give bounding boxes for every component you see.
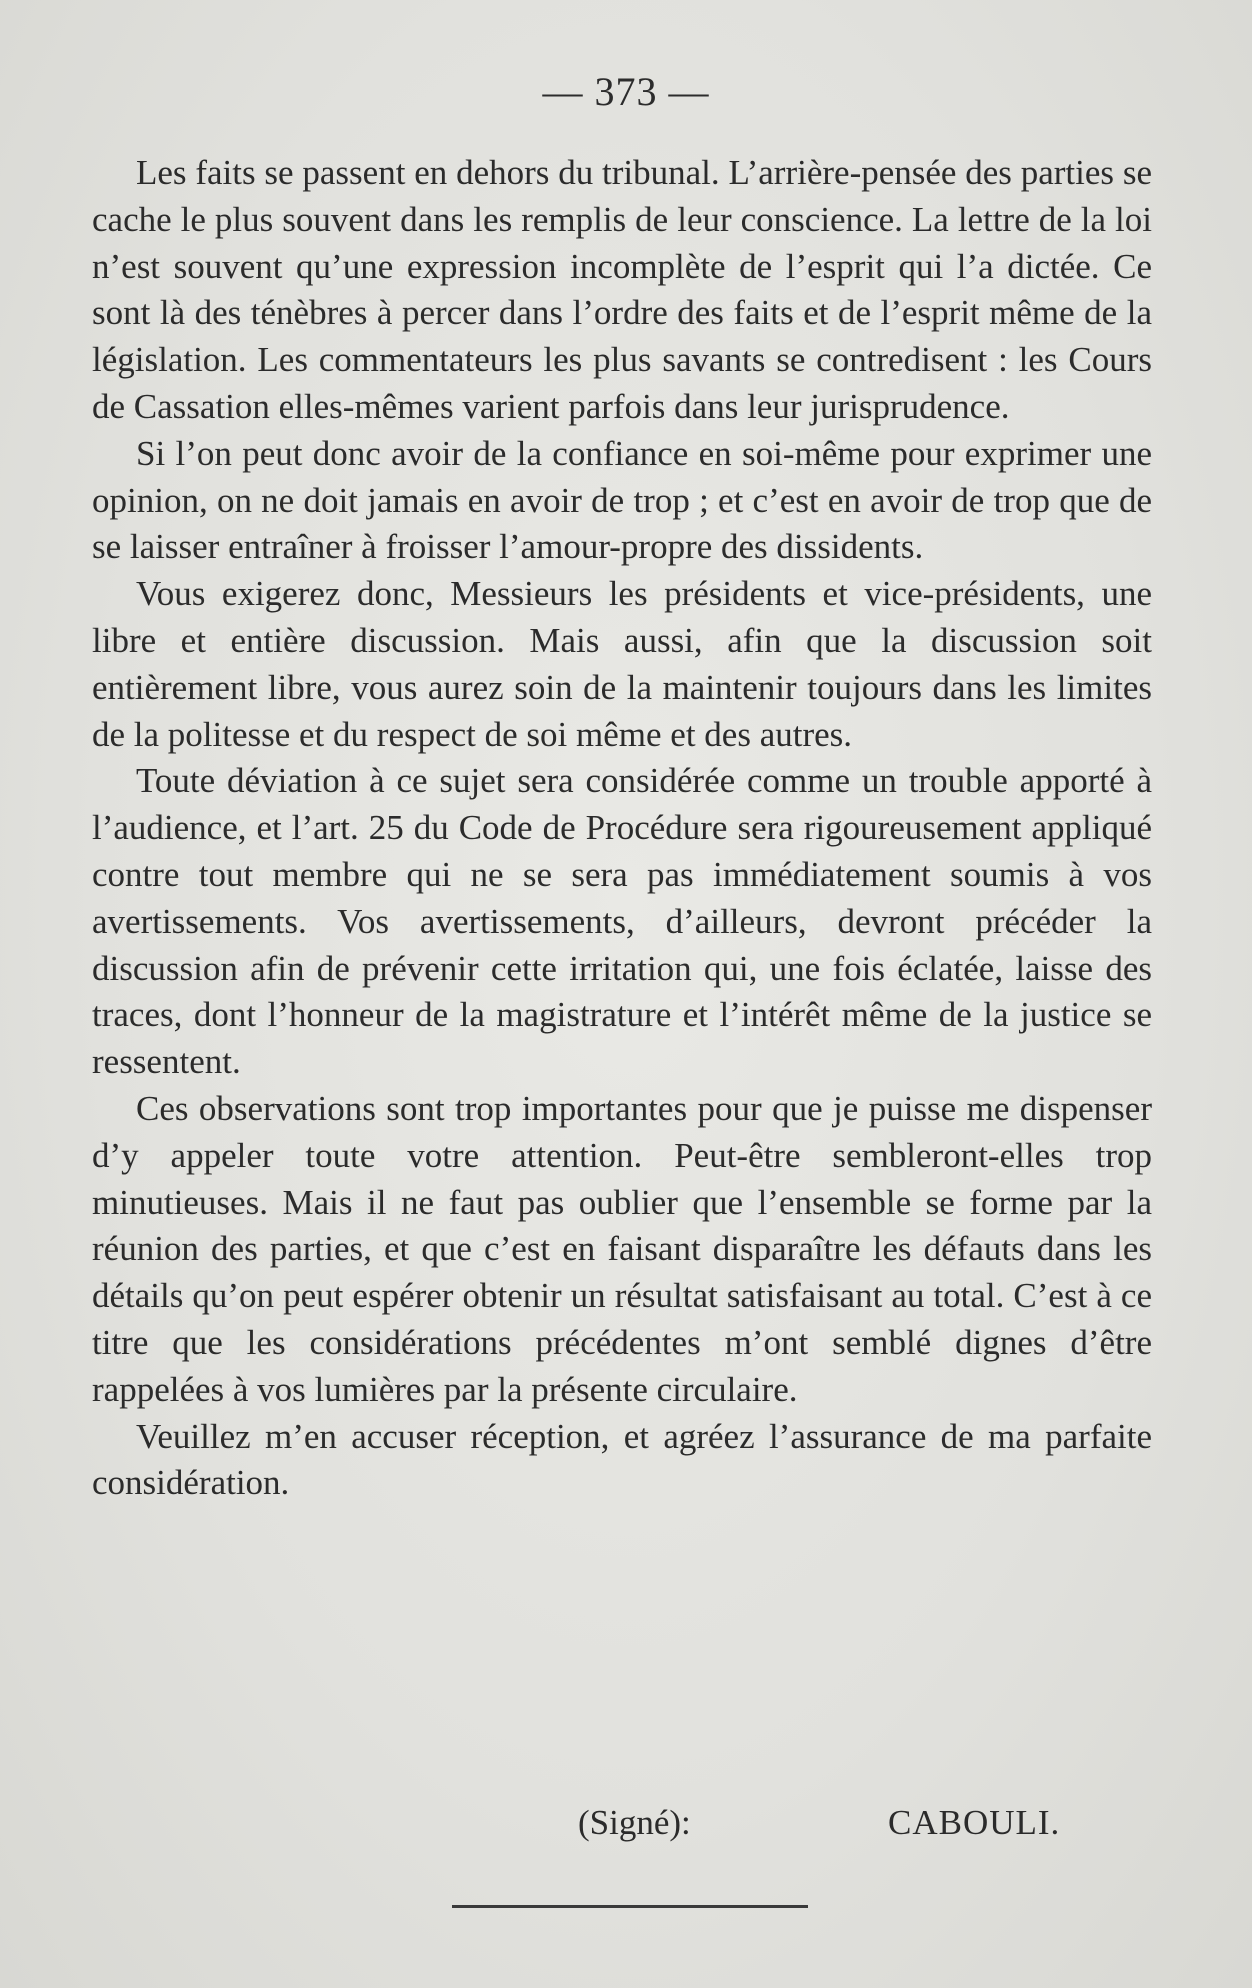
paragraph: Toute déviation à ce sujet sera considérée comme un trouble apporté à l’audience, et l’art. 25 du Code de Procédure sera rigoureusement appliqué contre tout membre qui ne se sera pas immédiatement soumis à vos avertissements. Vos avertissements, d’ailleurs, devront précéder la discussion afin de prévenir cette irritation qui, une fois éclatée, laisse des traces, dont l’honneur de la magistrature et l’intérêt même de la justice se ressentent. bbox=[92, 761, 1152, 1082]
paragraph: Si l’on peut donc avoir de la confiance en soi-même pour exprimer une opinion, on ne doit jamais en avoir de trop ; et c’est en avoir de trop que de se laisser entraîner à froisser l’amour-propre des dissidents. bbox=[92, 433, 1152, 567]
paragraph: Veuillez m’en accuser réception, et agréez l’assurance de ma parfaite considération. bbox=[92, 1416, 1152, 1503]
paragraph: Vous exigerez donc, Messieurs les présidents et vice-présidents, une libre et entière discussion. Mais aussi, afin que la discussion soit entièrement libre, vous aurez soin de la maintenir toujours dans les limites de la politesse et du respect de soi même et des autres. bbox=[92, 574, 1152, 754]
letter-body bbox=[92, 150, 1152, 1507]
signer-name: CABOULI. bbox=[888, 1803, 1061, 1842]
closing-rule bbox=[452, 1905, 808, 1908]
page-number: — 373 — bbox=[542, 69, 710, 114]
paragraph: Les faits se passent en dehors du tribunal. L’arrière-pensée des parties se cache le plus souvent dans les remplis de leur conscience. La lettre de la loi n’est souvent qu’une expression incomplète de l’esprit qui l’a dictée. Ce sont là des ténèbres à percer dans l’ordre des faits et de l’esprit même de la législation. Les commentateurs les plus savants se contredisent : les Cours de Cassation elles-mêmes varient parfois dans leur jurisprudence. bbox=[92, 153, 1152, 426]
paragraph: Ces observations sont trop importantes pour que je puisse me dispenser d’y appeler toute votre attention. Peut-être sembleront-elles trop minutieuses. Mais il ne faut pas oublier que l’ensemble se forme par la réunion des parties, et que c’est en faisant disparaître les défauts dans les détails qu’on peut espérer obtenir un résultat satisfaisant au total. C’est à ce titre que les considérations précédentes m’ont semblé dignes d’être rappelées à vos lumières par la présente circulaire. bbox=[92, 1088, 1152, 1409]
signed-label: (Signé): bbox=[578, 1803, 691, 1842]
